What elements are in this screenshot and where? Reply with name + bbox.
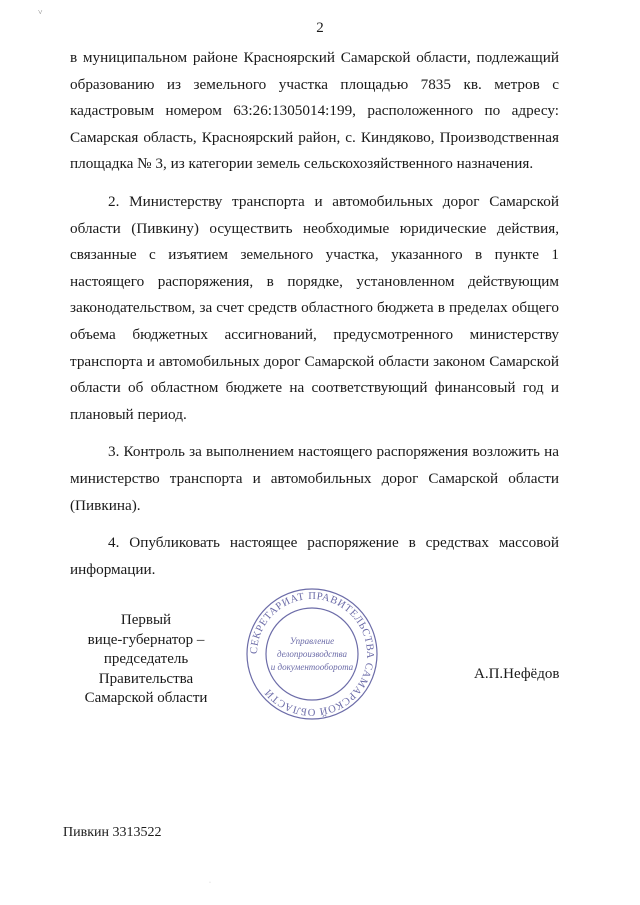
signatory-name: А.П.Нефёдов [474, 666, 560, 682]
executor-note: Пивкин 3313522 [63, 825, 162, 840]
seal-center-line: делопроизводства [276, 649, 348, 659]
official-seal [244, 586, 380, 722]
scan-speck: · [209, 880, 211, 886]
seal-ring-text: СЕКРЕТАРИАТ ПРАВИТЕЛЬСТВА САМАРСКОЙ ОБЛАСТИ [248, 590, 376, 718]
seal-center-line: и документооборота [270, 662, 354, 672]
signatory-title-line: вице-губернатор – [87, 631, 205, 648]
paragraph-4: 4. Опубликовать настоящее распоряжение в средствах массовой информации. [70, 534, 559, 578]
signatory-title [56, 611, 236, 709]
seal-stamp-graphic [244, 586, 380, 722]
paragraph-2: 2. Министерству транспорта и автомобильных дорог Самарской области (Пивкину) осуществить необходимые юридические действия, связанные с изъятием земельного участка, указанного в пункте 1 настоящего распоряжения, в порядке, установленном действующим законодательством, за счет средств областного бюджета в пределах общего объема бюджетных ассигнований, предусмотренного министерству транспорта и автомобильных дорог Самарской области законом Самарской области об областном бюджете на соответствующий финансовый год и плановый период. [70, 192, 559, 423]
signatory-title-line: председатель Правительства [98, 651, 194, 687]
corner-mark: ˅ [38, 8, 43, 17]
document-body [70, 45, 559, 583]
page-number: 2 [316, 20, 324, 36]
signatory-title-line: Самарской области [84, 690, 208, 706]
signatory-title-line: Первый [120, 612, 172, 628]
paragraph-3: 3. Контроль за выполнением настоящего распоряжения возложить на министерство транспорта и автомобильных дорог Самарской области (Пивкина). [70, 443, 559, 514]
seal-center-line: Управление [289, 636, 335, 646]
paragraph-1-continuation: в муниципальном районе Красноярский Самарской области, подлежащий образованию из земельного участка площадью 7835 кв. метров с кадастровым номером 63:26:1305014:199, расположенного по адресу: Самарская область, Красноярский район, с. Киндяково, Производственная площадка № 3, из категории земель сельскохозяйственного назначения. [70, 49, 559, 173]
